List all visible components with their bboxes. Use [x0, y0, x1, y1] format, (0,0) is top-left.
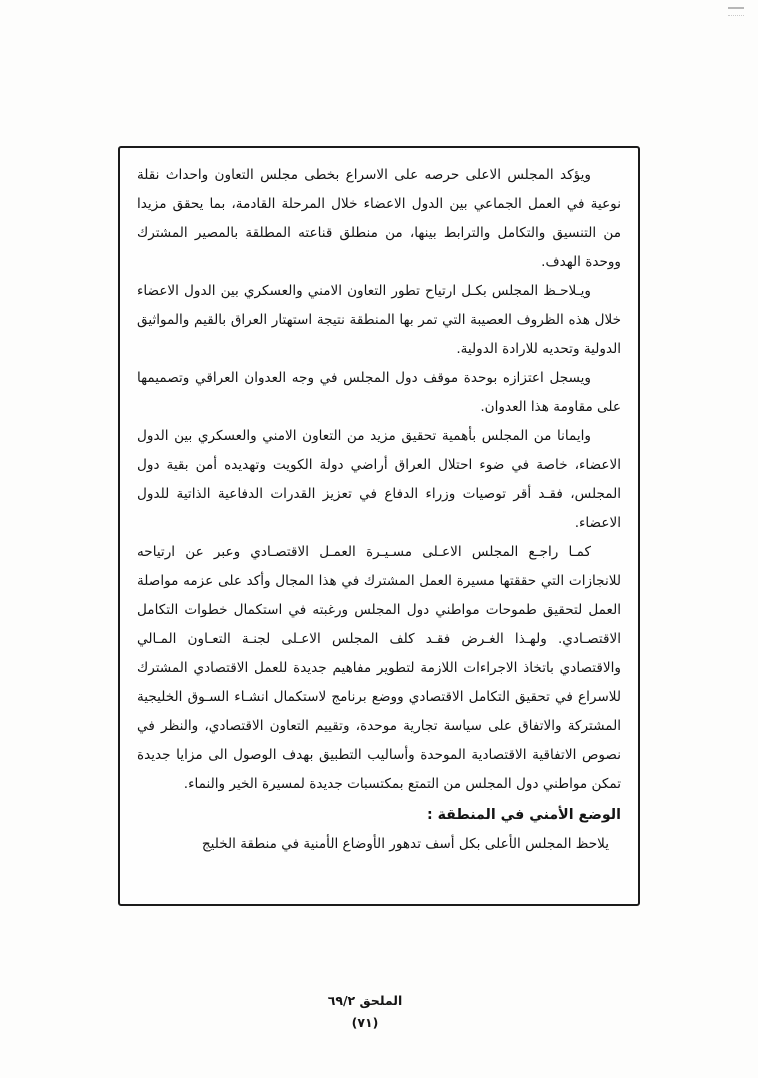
section-heading: الوضع الأمني في المنطقة : [426, 807, 621, 823]
paragraph: ويؤكد المجلس الاعلى حرصه على الاسراع بخطى مجلس التعاون واحداث نقلة نوعية في العمل الجماعي بين الدول الاعضاء خلال المرحلة القادمة، بما يحقق مزيدا من التنسيق والتكامل والترابط بينها، من منطلق قناعته المطلقة بالمصير المشترك ووحدة الهدف. [137, 167, 621, 270]
paragraph: وايمانا من المجلس بأهمية تحقيق مزيد من التعاون الامني والعسكري بين الدول الاعضاء، خاصة في ضوء احتلال العراق أراضي دولة الكويت وتهديده أمن بقية دول المجلس، فقـد أقر توصيات وزراء الدفاع في تعزيز القدرات الدفاعية الذاتية للدول الاعضاء. [137, 428, 621, 531]
text-border-frame [118, 146, 640, 906]
paragraph: ويـلاحـظ المجلس بكـل ارتياح تطور التعاون الامني والعسكري بين الدول الاعضاء خلال هذه الظروف العصيبة التي تمر بها المنطقة نتيجة استهتار العراق بالقيم والمواثيق الدولية وتحديه للارادة الدولية. [137, 283, 621, 357]
page-number: (٧١) [351, 1015, 379, 1030]
scan-artifact-mark [728, 7, 744, 16]
paragraph: يلاحظ المجلس الأعلى بكل أسف تدهور الأوضاع الأمنية في منطقة الخليج [201, 836, 609, 852]
paragraph: كمـا راجـع المجلس الاعـلى مسـيـرة العمـل الاقتصـادي وعبر عن ارتياحه للانجازات التي حققتها مسيرة العمل المشترك في هذا المجال وأكد على عزمه مواصلة العمل لتحقيق طموحات مواطني دول المجلس ورغبته في استكمال خطوات التكامل الاقتصـادي. ولهـذا الغـرض فقـد كلف المجلس الاعـلى لجنـة التعـاون المـالي والاقتصادي باتخاذ الاجراءات اللازمة لتطوير مفاهيم جديدة للعمل الاقتصادي المشترك للاسراع في تحقيق التكامل الاقتصادي ووضع برنامج لاستكمال انشـاء السـوق الخليجية المشتركة والاتفاق على سياسة تجارية موحدة، وتقييم التعاون الاقتصادي، والنظر في نصوص الاتفاقية الاقتصادية الموحدة وأساليب التطبيق بهدف الوصول الى مزايا جديدة تمكن مواطني دول المجلس من التمتع بمكتسبات جديدة لمسيرة الخير والنماء. [137, 544, 621, 792]
annex-label: الملحق ٦٩/٢ [327, 993, 403, 1008]
paragraph: ويسجل اعتزازه بوحدة موقف دول المجلس في وجه العدوان العراقي وتصميمها على مقاومة هذا العدوان. [137, 370, 621, 415]
page-footer [0, 993, 744, 1031]
